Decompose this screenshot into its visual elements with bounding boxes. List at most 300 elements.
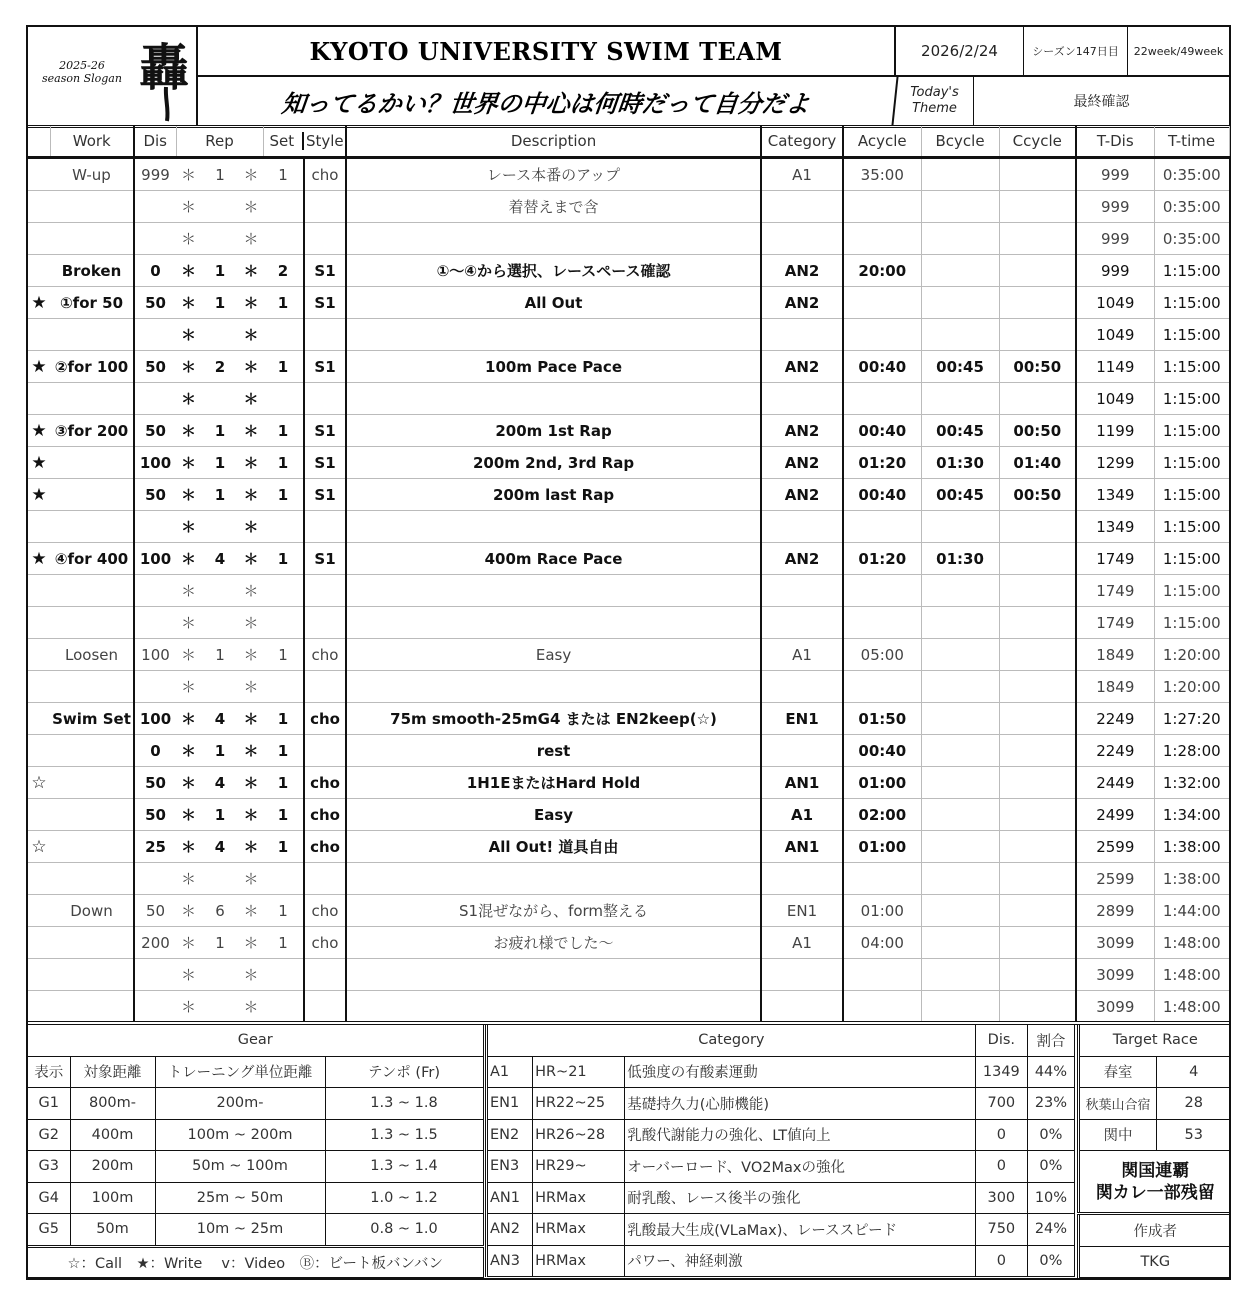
- row-description: 200m last Rap: [346, 479, 761, 511]
- row-category: AN2: [761, 447, 843, 479]
- season-motto: 知ってるかい？世界の中心は何時だって自分だよ: [195, 77, 898, 125]
- row-rep: 1: [201, 255, 239, 287]
- row-multiply-1: ＊: [176, 383, 201, 415]
- row-multiply-2: ＊: [239, 415, 263, 447]
- category-code: AN2: [487, 1214, 533, 1246]
- row-category: AN2: [761, 479, 843, 511]
- row-work: [50, 767, 134, 799]
- row-style: cho: [304, 895, 346, 927]
- row-mark: ★: [28, 479, 50, 511]
- row-dis: 50: [134, 351, 176, 383]
- row-multiply-2: ＊: [239, 287, 263, 319]
- col-acycle: Acycle: [843, 126, 921, 158]
- slogan-box: [28, 27, 198, 125]
- table-row: [28, 287, 1229, 319]
- table-row: [28, 703, 1229, 735]
- category-heart-rate: HR29~: [533, 1151, 625, 1183]
- row-category: AN2: [761, 351, 843, 383]
- gear-header-tempo: テンポ (Fr): [325, 1056, 483, 1088]
- row-bcycle: [921, 319, 999, 351]
- row-bcycle: [921, 735, 999, 767]
- row-bcycle: [921, 959, 999, 991]
- gear-row: [28, 1088, 483, 1120]
- category-ratio: 0%: [1027, 1245, 1074, 1277]
- row-set: 1: [263, 799, 304, 831]
- row-style: S1: [304, 447, 346, 479]
- row-mark: [28, 799, 50, 831]
- row-ccycle: [999, 191, 1076, 223]
- row-work: [50, 479, 134, 511]
- row-rep: [201, 959, 239, 991]
- row-description: [346, 319, 761, 351]
- row-multiply-1: ＊: [176, 287, 201, 319]
- row-ccycle: [999, 735, 1076, 767]
- row-description: Easy: [346, 639, 761, 671]
- row-acycle: [843, 671, 921, 703]
- row-set: 1: [263, 543, 304, 575]
- row-acycle: 01:20: [843, 543, 921, 575]
- gear-tempo: 1.3 ~ 1.8: [325, 1088, 483, 1120]
- row-multiply-1: ＊: [176, 959, 201, 991]
- row-multiply-1: ＊: [176, 511, 201, 543]
- row-total-distance: 1049: [1076, 383, 1154, 415]
- row-dis: [134, 575, 176, 607]
- table-row: [28, 959, 1229, 991]
- row-bcycle: 01:30: [921, 447, 999, 479]
- row-mark: ☆: [28, 831, 50, 863]
- target-race-row: [1079, 1056, 1231, 1088]
- row-ccycle: [999, 831, 1076, 863]
- race-name: 春室: [1079, 1056, 1157, 1088]
- row-rep: [201, 991, 239, 1023]
- gear-unit-distance: 100m ~ 200m: [155, 1119, 325, 1151]
- row-acycle: 00:40: [843, 735, 921, 767]
- row-description: 1H1EまたはHard Hold: [346, 767, 761, 799]
- row-acycle: 05:00: [843, 639, 921, 671]
- table-row: [28, 255, 1229, 287]
- row-category: [761, 383, 843, 415]
- row-category: [761, 511, 843, 543]
- row-set: 1: [263, 895, 304, 927]
- category-heart-rate: HRMax: [533, 1182, 625, 1214]
- row-rep: 1: [201, 158, 239, 191]
- gear-tempo: 1.3 ~ 1.4: [325, 1151, 483, 1183]
- row-mark: [28, 735, 50, 767]
- row-category: AN1: [761, 767, 843, 799]
- category-distance: 0: [975, 1119, 1027, 1151]
- row-acycle: [843, 191, 921, 223]
- category-distance: 0: [975, 1151, 1027, 1183]
- row-category: [761, 671, 843, 703]
- table-header-row: [28, 126, 1229, 158]
- row-work: [50, 831, 134, 863]
- row-mark: [28, 511, 50, 543]
- row-total-distance: 999: [1076, 191, 1154, 223]
- table-row: [28, 543, 1229, 575]
- row-ccycle: [999, 703, 1076, 735]
- category-distance: 1349: [975, 1056, 1027, 1088]
- gear-header-label: 表示: [28, 1056, 70, 1088]
- row-style: [304, 191, 346, 223]
- row-multiply-2: ＊: [239, 383, 263, 415]
- row-set: 1: [263, 447, 304, 479]
- row-dis: 50: [134, 415, 176, 447]
- category-dis-header: Dis.: [975, 1025, 1027, 1056]
- row-mark: ★: [28, 543, 50, 575]
- row-total-time: 1:34:00: [1154, 799, 1229, 831]
- col-rep: Rep: [176, 126, 263, 158]
- gear-header-unit: トレーニング単位距離: [155, 1056, 325, 1088]
- row-description: 着替えまで含: [346, 191, 761, 223]
- row-ccycle: [999, 799, 1076, 831]
- row-work: Broken: [50, 255, 134, 287]
- row-category: [761, 223, 843, 255]
- table-row: [28, 799, 1229, 831]
- row-total-distance: 1849: [1076, 671, 1154, 703]
- table-row: [28, 479, 1229, 511]
- gear-unit-distance: 10m ~ 25m: [155, 1214, 325, 1247]
- calligraphy-logo: [136, 29, 192, 123]
- row-bcycle: [921, 799, 999, 831]
- row-total-time: 1:15:00: [1154, 511, 1229, 543]
- row-bcycle: 00:45: [921, 479, 999, 511]
- row-multiply-1: ＊: [180, 998, 196, 1016]
- row-ccycle: 00:50: [999, 479, 1076, 511]
- category-heart-rate: HR~21: [533, 1056, 625, 1088]
- row-multiply-1: ＊: [176, 158, 201, 191]
- row-mark: [28, 703, 50, 735]
- row-multiply-1: ＊: [176, 767, 201, 799]
- row-bcycle: [921, 158, 999, 191]
- row-bcycle: 00:45: [921, 351, 999, 383]
- row-rep: [201, 319, 239, 351]
- row-total-distance: 2899: [1076, 895, 1154, 927]
- row-dis: 50: [134, 479, 176, 511]
- table-row: [28, 671, 1229, 703]
- row-description: Easy: [346, 799, 761, 831]
- row-work: [50, 383, 134, 415]
- row-bcycle: [921, 607, 999, 639]
- row-work: Loosen: [50, 639, 134, 671]
- row-work: ④for 400: [50, 543, 134, 575]
- row-set: 1: [263, 639, 304, 671]
- row-mark: [28, 895, 50, 927]
- table-row: [28, 415, 1229, 447]
- row-rep: [201, 575, 239, 607]
- row-rep: 1: [201, 415, 239, 447]
- row-bcycle: [921, 863, 999, 895]
- row-rep: [201, 383, 239, 415]
- row-category: AN2: [761, 415, 843, 447]
- category-ratio: 0%: [1027, 1151, 1074, 1183]
- row-dis: [134, 383, 176, 415]
- row-multiply-2: ＊: [239, 671, 263, 703]
- row-mark: [28, 607, 50, 639]
- row-acycle: [843, 511, 921, 543]
- table-row: [28, 511, 1229, 543]
- workout-table: [28, 126, 1230, 1022]
- row-bcycle: [921, 703, 999, 735]
- row-description: rest: [346, 735, 761, 767]
- row-mark: [28, 927, 50, 959]
- row-rep: 1: [201, 639, 239, 671]
- row-ccycle: [999, 223, 1076, 255]
- theme-label-line2: Theme: [912, 101, 957, 116]
- row-work: Down: [50, 895, 134, 927]
- row-dis: 0: [134, 255, 176, 287]
- row-bcycle: 01:30: [921, 543, 999, 575]
- row-category: [761, 863, 843, 895]
- gear-table: [28, 1025, 484, 1278]
- row-category: A1: [761, 799, 843, 831]
- row-dis: 100: [134, 543, 176, 575]
- row-ccycle: [999, 575, 1076, 607]
- row-acycle: [843, 575, 921, 607]
- row-style: [304, 863, 346, 895]
- row-total-time: 1:28:00: [1154, 735, 1229, 767]
- row-acycle: [843, 863, 921, 895]
- col-description: Description: [346, 126, 761, 158]
- row-rep: 4: [201, 543, 239, 575]
- row-style: [304, 511, 346, 543]
- row-set: 1: [263, 158, 304, 191]
- row-category: AN2: [761, 543, 843, 575]
- row-ccycle: [999, 927, 1076, 959]
- row-category: AN2: [761, 255, 843, 287]
- row-ccycle: [999, 607, 1076, 639]
- row-bcycle: [921, 383, 999, 415]
- row-multiply-1: ＊: [176, 831, 201, 863]
- row-dis: [134, 959, 176, 991]
- row-acycle: [843, 319, 921, 351]
- row-total-distance: 2499: [1076, 799, 1154, 831]
- category-description: オーバーロード、VO2Maxの強化: [625, 1151, 976, 1183]
- row-style: cho: [304, 703, 346, 735]
- row-total-distance: 3099: [1076, 927, 1154, 959]
- race-name: 秋葉山合宿: [1079, 1088, 1157, 1120]
- row-style: [304, 383, 346, 415]
- category-row: [487, 1088, 1075, 1120]
- row-total-distance: 999: [1076, 255, 1154, 287]
- row-category: AN2: [761, 287, 843, 319]
- row-bcycle: [921, 639, 999, 671]
- row-category: [761, 319, 843, 351]
- gear-tempo: 1.3 ~ 1.5: [325, 1119, 483, 1151]
- gear-row: [28, 1214, 483, 1247]
- row-rep: [201, 863, 239, 895]
- row-style: cho: [304, 799, 346, 831]
- row-multiply-2: ＊: [239, 351, 263, 383]
- practice-sheet: [26, 25, 1231, 1280]
- row-ccycle: [999, 991, 1076, 1023]
- row-category: EN1: [761, 895, 843, 927]
- row-multiply-2: ＊: [239, 191, 263, 223]
- row-total-distance: 2599: [1076, 831, 1154, 863]
- col-bcycle: Bcycle: [921, 126, 999, 158]
- table-row: [28, 831, 1229, 863]
- row-set: 1: [263, 831, 304, 863]
- category-ratio: 24%: [1027, 1214, 1074, 1246]
- row-rep: [201, 223, 239, 255]
- race-days-left: 53: [1157, 1119, 1231, 1151]
- row-set: 1: [263, 927, 304, 959]
- category-distance: 750: [975, 1214, 1027, 1246]
- row-ccycle: 00:50: [999, 351, 1076, 383]
- gear-target-distance: 50m: [70, 1214, 155, 1247]
- row-bcycle: [921, 223, 999, 255]
- row-set: [263, 575, 304, 607]
- row-acycle: 01:00: [843, 895, 921, 927]
- col-style: Style: [302, 132, 344, 150]
- row-rep: 1: [201, 927, 239, 959]
- row-total-distance: 2599: [1076, 863, 1154, 895]
- row-total-time: 1:15:00: [1154, 287, 1229, 319]
- svg-text:轟: 轟: [139, 38, 189, 97]
- todays-theme: 最終確認: [1073, 94, 1130, 110]
- row-dis: [134, 319, 176, 351]
- row-description: [346, 575, 761, 607]
- category-distance: 300: [975, 1182, 1027, 1214]
- row-mark: ☆: [28, 767, 50, 799]
- category-heart-rate: HRMax: [533, 1245, 625, 1277]
- row-mark: [28, 671, 50, 703]
- category-description: 乳酸代謝能力の強化、LT値向上: [625, 1119, 976, 1151]
- goal-line-1: 関国連覇: [1121, 1160, 1190, 1181]
- row-mark: [28, 959, 50, 991]
- row-work: [50, 991, 134, 1023]
- row-multiply-2: ＊: [239, 223, 263, 255]
- row-dis: [134, 991, 176, 1023]
- row-acycle: 01:50: [843, 703, 921, 735]
- row-mark: [28, 223, 50, 255]
- row-style: [304, 991, 346, 1023]
- row-total-time: 0:35:00: [1154, 158, 1229, 191]
- row-multiply-1: ＊: [176, 671, 201, 703]
- gear-code: G4: [28, 1182, 70, 1214]
- row-bcycle: [921, 767, 999, 799]
- table-row: [28, 351, 1229, 383]
- target-race-row: [1079, 1119, 1231, 1151]
- row-acycle: 00:40: [843, 415, 921, 447]
- row-total-time: 1:15:00: [1154, 351, 1229, 383]
- row-description: All Out: [346, 287, 761, 319]
- season-goal: [1079, 1151, 1231, 1214]
- col-tdis: T-Dis: [1076, 126, 1154, 158]
- row-bcycle: [921, 671, 999, 703]
- row-dis: 50: [134, 287, 176, 319]
- row-description: レース本番のアップ: [346, 158, 761, 191]
- category-row: [487, 1182, 1075, 1214]
- row-mark: [28, 575, 50, 607]
- sheet-header: [28, 27, 1229, 128]
- gear-tempo: 0.8 ~ 1.0: [325, 1214, 483, 1247]
- row-style: S1: [304, 479, 346, 511]
- row-rep: [201, 191, 239, 223]
- category-row: [487, 1214, 1075, 1246]
- season-slogan-caption: season Slogan: [42, 72, 122, 85]
- category-description: 基礎持久力(心肺機能): [625, 1088, 976, 1120]
- row-acycle: 01:00: [843, 767, 921, 799]
- category-ratio: 23%: [1027, 1088, 1074, 1120]
- row-ccycle: [999, 511, 1076, 543]
- row-total-distance: 1199: [1076, 415, 1154, 447]
- gear-target-distance: 100m: [70, 1182, 155, 1214]
- row-category: [761, 959, 843, 991]
- table-row: [28, 991, 1229, 1023]
- row-dis: 50: [134, 895, 176, 927]
- row-mark: [28, 863, 50, 895]
- category-row: [487, 1119, 1075, 1151]
- table-row: [28, 223, 1229, 255]
- row-total-distance: 1299: [1076, 447, 1154, 479]
- row-style: cho: [304, 927, 346, 959]
- row-description: [346, 607, 761, 639]
- row-total-time: 1:15:00: [1154, 575, 1229, 607]
- row-multiply-1: ＊: [176, 543, 201, 575]
- row-dis: [134, 863, 176, 895]
- row-set: [263, 511, 304, 543]
- table-row: [28, 575, 1229, 607]
- row-rep: 2: [201, 351, 239, 383]
- season-label: [32, 59, 132, 85]
- row-style: [304, 607, 346, 639]
- row-acycle: [843, 607, 921, 639]
- gear-header-target: 対象距離: [70, 1056, 155, 1088]
- row-multiply-2: ＊: [239, 447, 263, 479]
- row-total-distance: 3099: [1076, 959, 1154, 991]
- row-description: 200m 1st Rap: [346, 415, 761, 447]
- row-work: ①for 50: [50, 287, 134, 319]
- row-total-time: 1:15:00: [1154, 479, 1229, 511]
- gear-code: G1: [28, 1088, 70, 1120]
- row-total-time: 1:48:00: [1154, 927, 1229, 959]
- row-rep: [201, 607, 239, 639]
- row-dis: [134, 511, 176, 543]
- row-style: cho: [304, 831, 346, 863]
- row-work: [50, 927, 134, 959]
- row-mark: ★: [28, 351, 50, 383]
- row-multiply-2: ＊: [239, 319, 263, 351]
- gear-target-distance: 800m-: [70, 1088, 155, 1120]
- row-set: [263, 607, 304, 639]
- row-category: [761, 991, 843, 1023]
- row-total-time: 1:15:00: [1154, 319, 1229, 351]
- row-rep: 1: [201, 799, 239, 831]
- row-rep: 1: [201, 287, 239, 319]
- table-row: [28, 639, 1229, 671]
- row-dis: 50: [134, 799, 176, 831]
- row-work: ③for 200: [50, 415, 134, 447]
- row-multiply-2: ＊: [239, 767, 263, 799]
- row-total-time: 1:15:00: [1154, 543, 1229, 575]
- row-total-distance: 1749: [1076, 543, 1154, 575]
- row-description: [346, 863, 761, 895]
- author-name: TKG: [1079, 1246, 1231, 1278]
- row-acycle: [843, 287, 921, 319]
- row-style: [304, 575, 346, 607]
- row-total-time: 1:15:00: [1154, 415, 1229, 447]
- race-name: 関中: [1079, 1119, 1157, 1151]
- row-mark: [28, 319, 50, 351]
- category-table: [485, 1025, 1075, 1277]
- row-total-time: 1:27:20: [1154, 703, 1229, 735]
- row-bcycle: [921, 191, 999, 223]
- row-acycle: [843, 223, 921, 255]
- row-multiply-2: ＊: [243, 998, 259, 1016]
- row-description: [346, 223, 761, 255]
- table-row: [28, 383, 1229, 415]
- row-dis: [134, 223, 176, 255]
